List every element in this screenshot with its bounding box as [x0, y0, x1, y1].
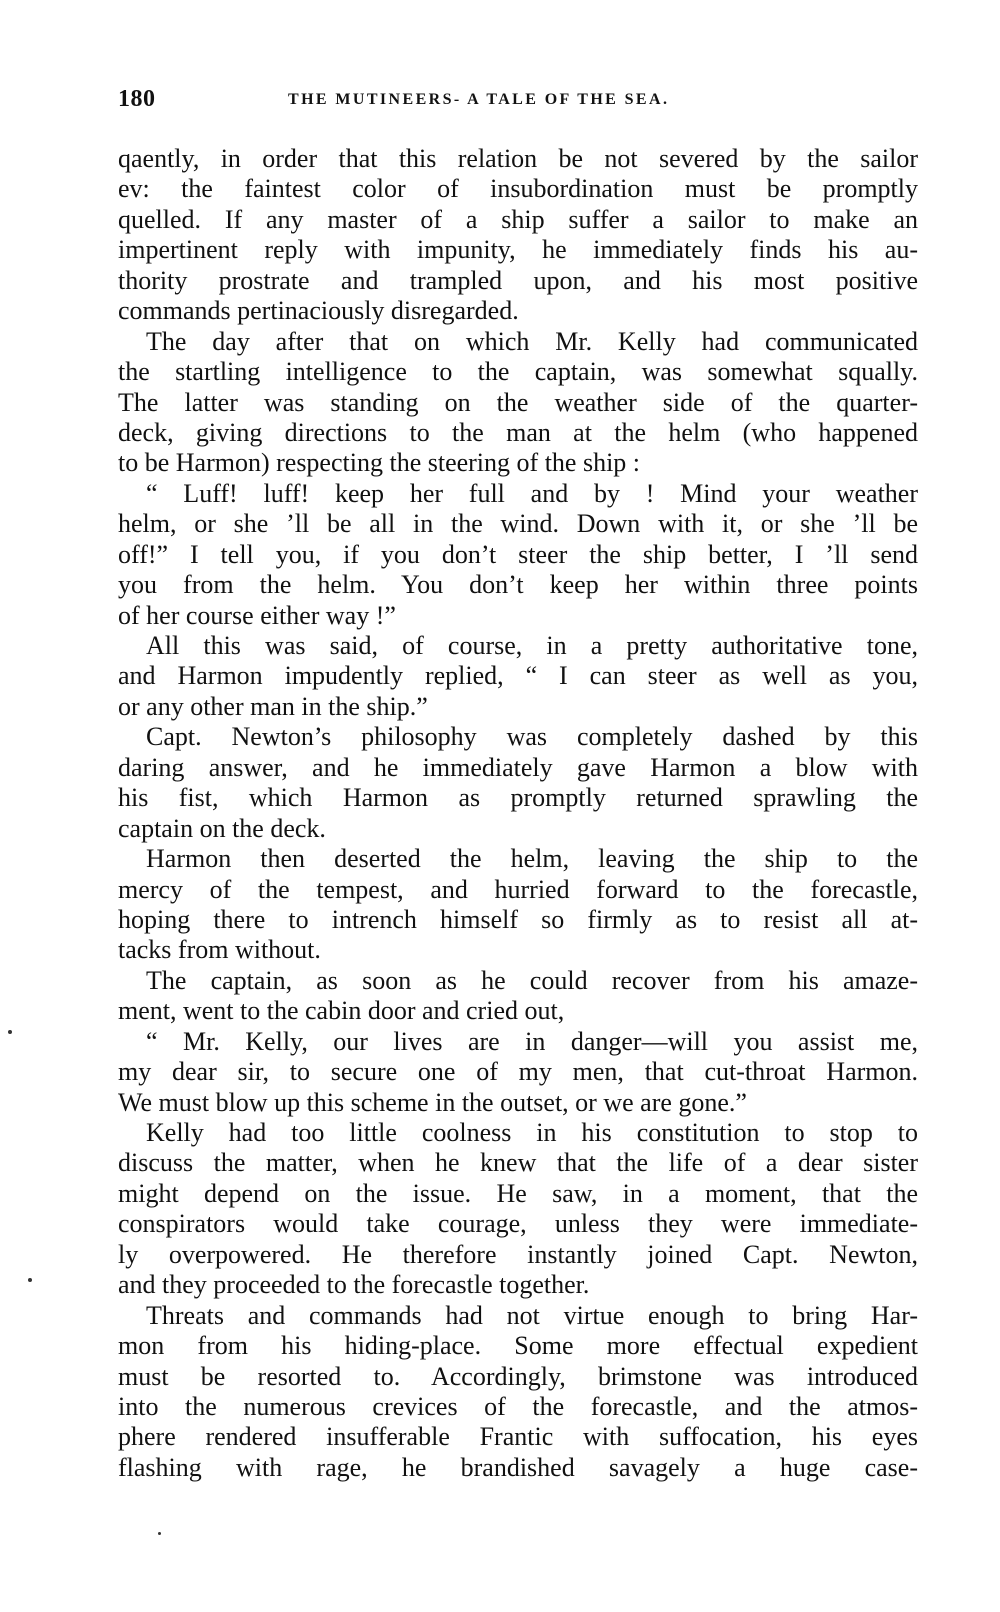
text-line: flashing with rage, he brandished savagely a huge case- — [118, 1452, 918, 1482]
text-line: daring answer, and he immediately gave Harmon a blow with — [118, 752, 918, 782]
text-line: Kelly had too little coolness in his constitution to stop to — [146, 1118, 918, 1147]
text-line: or any other man in the ship.” — [118, 691, 428, 721]
text-line: you from the helm. You don’t keep her within three points — [118, 570, 918, 600]
text-line: discuss the matter, when he knew that the life of a dear sister — [118, 1148, 918, 1178]
text-line: impertinent reply with impunity, he immediately finds his au- — [118, 235, 918, 265]
text-line: ev: the faintest color of insubordination must be promptly — [118, 174, 918, 204]
text-line: the startling intelligence to the captain, was somewhat squally. — [118, 357, 918, 387]
text-line: The latter was standing on the weather side of the quarter- — [118, 387, 918, 417]
text-line: into the numerous crevices of the forecastle, and the atmos- — [118, 1391, 918, 1421]
text-line: ment, went to the cabin door and cried out, — [118, 996, 565, 1026]
text-line: The day after that on which Mr. Kelly had communicated — [146, 326, 918, 356]
text-line: helm, or she ’ll be all in the wind. Down with it, or she ’ll be — [118, 509, 918, 539]
text-line: of her course either way !” — [118, 600, 396, 630]
text-line: his fist, which Harmon as promptly returned sprawling the — [118, 783, 918, 813]
text-line: ly overpowered. He therefore instantly joined Capt. Newton, — [118, 1239, 918, 1269]
text-line: quelled. If any master of a ship suffer a sailor to make an — [118, 204, 918, 234]
text-line: The captain, as soon as he could recover from his amaze- — [146, 965, 918, 995]
text-line: my dear sir, to secure one of my men, that cut-throat Harmon. — [118, 1057, 918, 1087]
text-line: must be resorted to. Accordingly, brimstone was introduced — [118, 1361, 918, 1391]
text-line: captain on the deck. — [118, 813, 326, 843]
scan-speck — [158, 1532, 161, 1535]
text-line: tacks from without. — [118, 935, 321, 965]
text-line: mercy of the tempest, and hurried forward to the forecastle, — [118, 874, 918, 904]
text-line: hoping there to intrench himself so firmly as to resist all at- — [118, 904, 918, 934]
text-line: “ Mr. Kelly, our lives are in danger—will you assist me, — [146, 1026, 918, 1056]
running-head: THE MUTINEERS- A TALE OF THE SEA. — [288, 91, 670, 108]
text-line: Threats and commands had not virtue enough to bring Har- — [146, 1300, 918, 1330]
page-number: 180 — [118, 86, 156, 112]
text-line: commands pertinaciously disregarded. — [118, 296, 519, 326]
text-line: qaently, in order that this relation be not severed by the sailor — [118, 144, 918, 173]
text-line: deck, giving directions to the man at the helm (who happened — [118, 417, 918, 447]
text-line: and they proceeded to the forecastle together. — [118, 1270, 590, 1300]
text-line: mon from his hiding-place. Some more effectual expedient — [118, 1331, 918, 1361]
text-line: All this was said, of course, in a pretty authoritative tone, — [146, 631, 918, 660]
scan-speck — [8, 1030, 12, 1034]
body-text — [118, 144, 918, 1483]
text-line: “ Luff! luff! keep her full and by ! Mind your weather — [146, 478, 918, 508]
text-line: thority prostrate and trampled upon, and his most positive — [118, 265, 918, 295]
text-line: and Harmon impudently replied, “ I can steer as well as you, — [118, 661, 918, 691]
text-line: We must blow up this scheme in the outset, or we are gone.” — [118, 1087, 747, 1117]
page-header — [118, 86, 918, 120]
text-line: conspirators would take courage, unless they were immediate- — [118, 1209, 918, 1239]
text-line: phere rendered insufferable Frantic with suffocation, his eyes — [118, 1422, 918, 1452]
text-line: might depend on the issue. He saw, in a moment, that the — [118, 1178, 918, 1208]
text-line: Capt. Newton’s philosophy was completely dashed by this — [146, 722, 918, 752]
scan-speck — [28, 1278, 32, 1282]
text-line: to be Harmon) respecting the steering of the ship : — [118, 448, 641, 478]
text-line: Harmon then deserted the helm, leaving the ship to the — [146, 844, 918, 874]
text-line: off!” I tell you, if you don’t steer the ship better, I ’ll send — [118, 539, 918, 569]
